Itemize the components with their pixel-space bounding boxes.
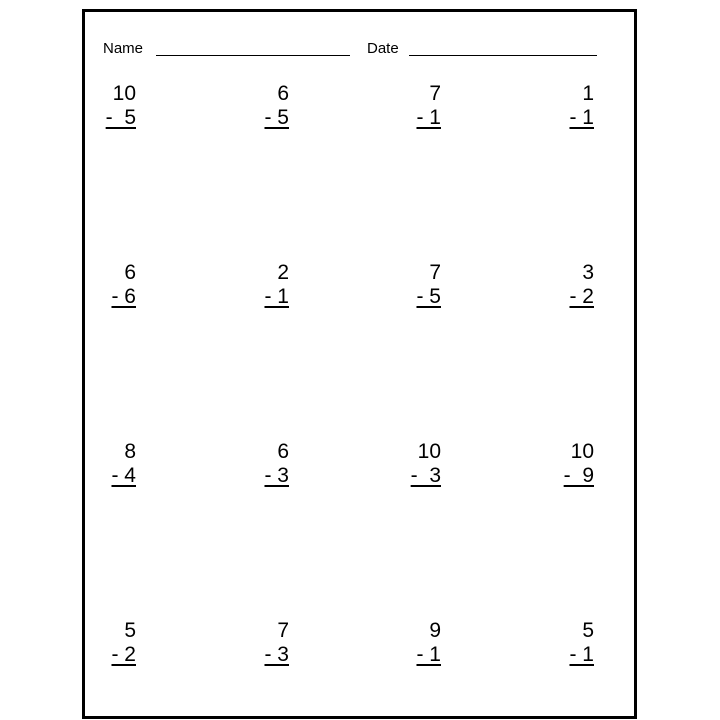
- subtrahend: - 5: [105, 106, 136, 129]
- minuend: 9: [429, 619, 441, 642]
- subtrahend: - 1: [264, 285, 289, 308]
- minuend: 1: [582, 82, 594, 105]
- subtrahend: - 3: [264, 464, 289, 487]
- subtraction-problem: [534, 619, 594, 667]
- name-field-line[interactable]: [156, 55, 350, 56]
- subtraction-problem: [76, 619, 136, 667]
- minuend: 7: [277, 619, 289, 642]
- date-label: Date: [367, 40, 399, 57]
- subtrahend: - 9: [563, 464, 594, 487]
- minuend: 5: [124, 619, 136, 642]
- minuend: 7: [429, 261, 441, 284]
- subtrahend: - 1: [569, 106, 594, 129]
- minuend: 5: [582, 619, 594, 642]
- subtraction-problem: [381, 82, 441, 130]
- worksheet-header: [103, 40, 603, 60]
- subtraction-problem: [381, 440, 441, 488]
- subtrahend: - 3: [264, 643, 289, 666]
- minuend: 6: [277, 440, 289, 463]
- subtrahend: - 1: [416, 106, 441, 129]
- subtraction-problem: [381, 261, 441, 309]
- subtraction-problem: [229, 440, 289, 488]
- subtrahend: - 6: [111, 285, 136, 308]
- minuend: 10: [112, 82, 136, 105]
- subtrahend: - 1: [569, 643, 594, 666]
- subtraction-problem: [229, 261, 289, 309]
- minuend: 10: [570, 440, 594, 463]
- name-label: Name: [103, 40, 144, 57]
- worksheet-page: [82, 9, 637, 719]
- subtrahend: - 2: [111, 643, 136, 666]
- subtraction-problem: [76, 82, 136, 130]
- minuend: 2: [277, 261, 289, 284]
- subtraction-problem: [229, 619, 289, 667]
- subtrahend: - 5: [416, 285, 441, 308]
- minuend: 7: [429, 82, 441, 105]
- minuend: 8: [124, 440, 136, 463]
- subtrahend: - 4: [111, 464, 136, 487]
- subtraction-problem: [76, 440, 136, 488]
- subtrahend: - 2: [569, 285, 594, 308]
- subtraction-problem: [534, 440, 594, 488]
- subtraction-problem: [534, 82, 594, 130]
- date-field-line[interactable]: [409, 55, 597, 56]
- subtrahend: - 3: [410, 464, 441, 487]
- minuend: 6: [124, 261, 136, 284]
- subtraction-problem: [229, 82, 289, 130]
- subtrahend: - 1: [416, 643, 441, 666]
- subtraction-problem: [534, 261, 594, 309]
- minuend: 10: [417, 440, 441, 463]
- subtraction-problem: [381, 619, 441, 667]
- subtrahend: - 5: [264, 106, 289, 129]
- minuend: 6: [277, 82, 289, 105]
- minuend: 3: [582, 261, 594, 284]
- subtraction-problem: [76, 261, 136, 309]
